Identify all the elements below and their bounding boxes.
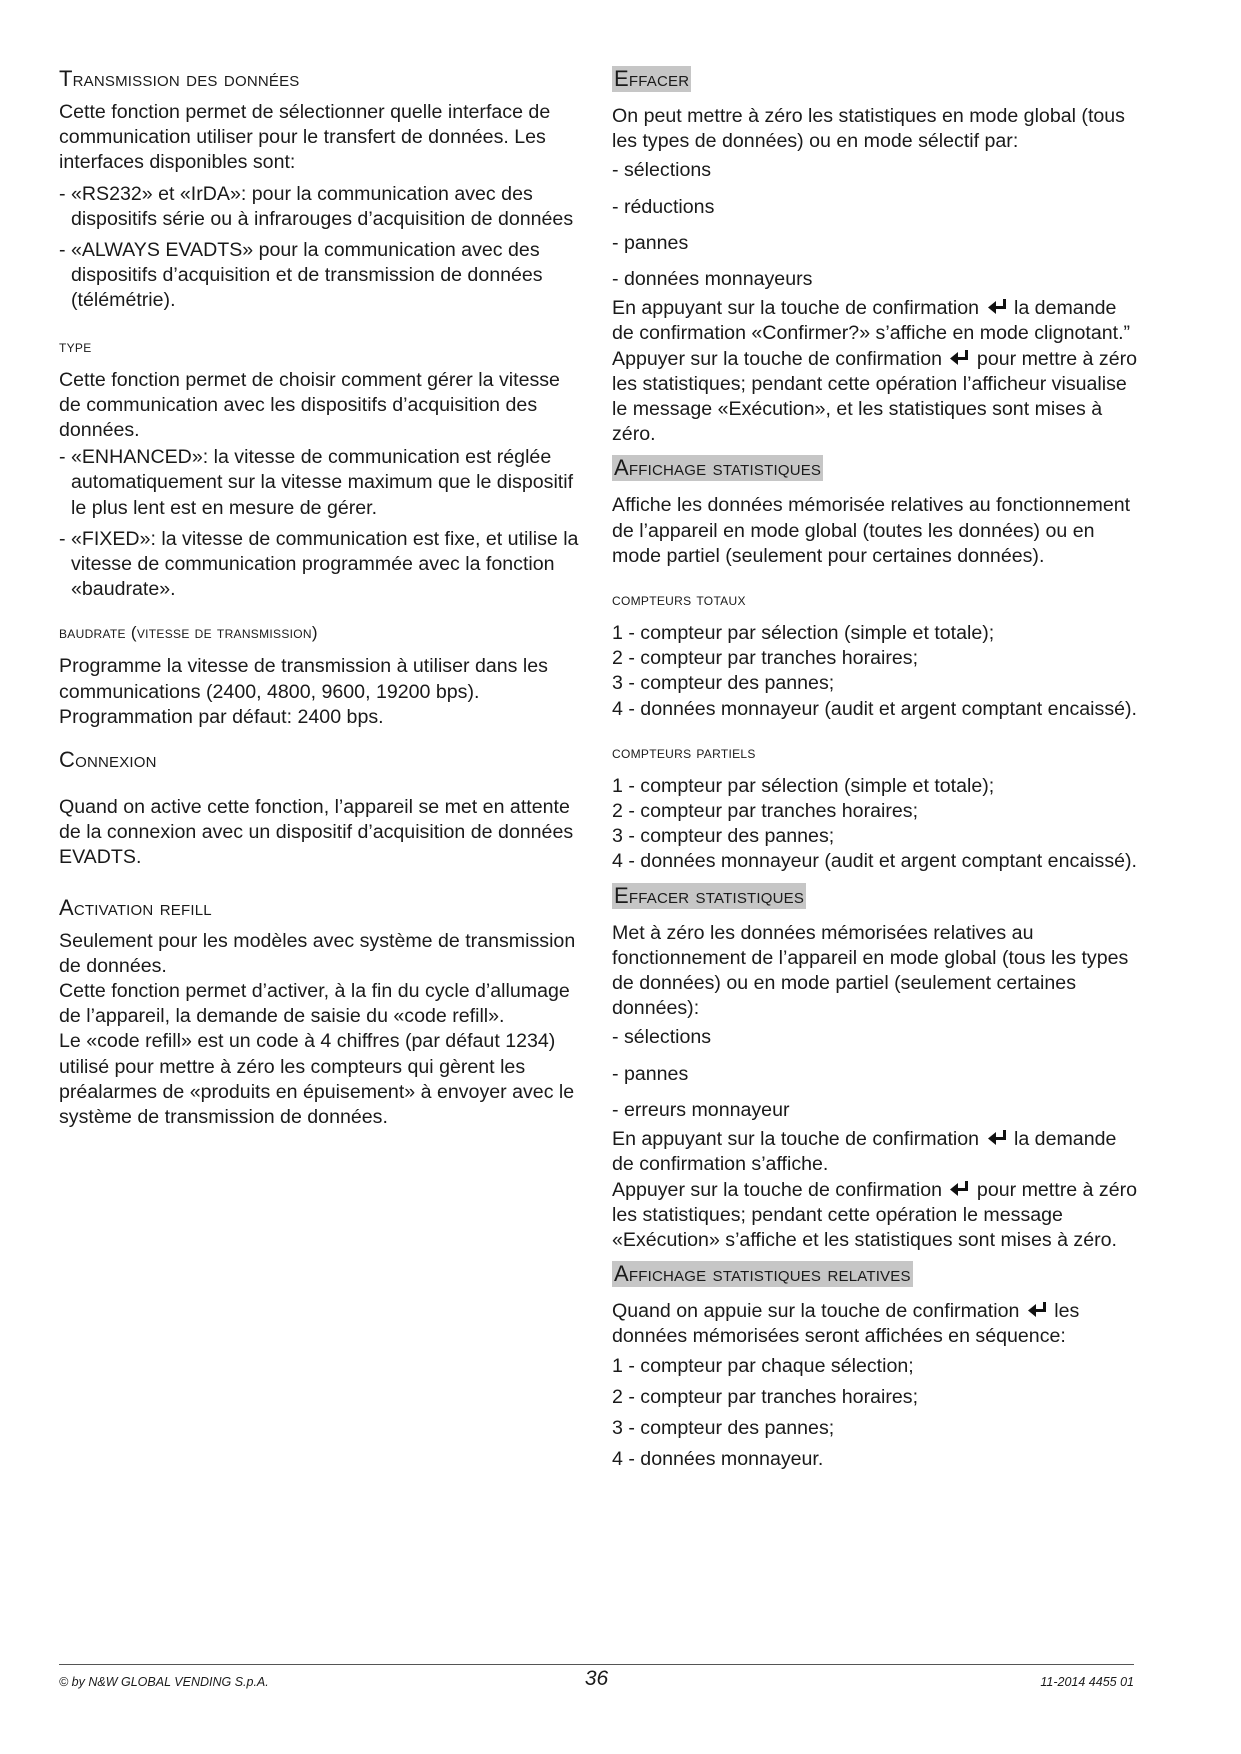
totaux-list-item: 4 - données monnayeur (audit et argent comptant encaissé). [612, 697, 1137, 720]
relatives-text-a: Quand on appuie sur la touche de confirmation [612, 1300, 1020, 1323]
relatives-list-item: 4 - données monnayeur. [612, 1448, 824, 1471]
effacer-stat-confirm-p2 [612, 1178, 1140, 1254]
type-intro: Cette fonction permet de choisir comment gérer la vitesse de communication avec les dispositifs d’acquisition des données. [59, 368, 560, 442]
effacer-confirm-p2-a: Appuyer sur la touche de confirmation [612, 347, 943, 370]
relatives-list-item: 1 - compteur par chaque sélection; [612, 1354, 914, 1377]
section-title-totaux: compteurs totaux [612, 590, 746, 610]
enter-key-icon [987, 1129, 1007, 1147]
refill-p3: Le «code refill» est un code à 4 chiffres (par défaut 1234) utilisé pour mettre à zéro les compteurs qui gèrent les préalarmes de «produits en épuisement» à envoyer avec le système de transmission de données. [59, 1030, 575, 1129]
affichage-text: Affiche les données mémorisée relatives au fonctionnement de l’appareil en mode global (toutes les données) ou en mode partiel (seulement pour certaines données). [612, 494, 1131, 567]
enter-key-icon [1027, 1301, 1047, 1319]
effacer-stat-list-item: - erreurs monnayeur [612, 1098, 790, 1121]
connexion-text: Quand on active cette fonction, l’appareil se met en attente de la connexion avec un dispositif d’acquisition de données EVADTS. [59, 796, 574, 869]
right-column [612, 66, 1140, 1472]
effacer-stat-confirm-p2-b: pour mettre à zéro les statistiques; pendant cette opération le message «Exécution» s’affiche et les statistiques sont mises à zéro. [612, 1178, 1138, 1251]
baudrate-default: Programmation par défaut: 2400 bps. [59, 705, 384, 728]
footer-doc-code: 11-2014 4455 01 [1040, 1675, 1134, 1689]
effacer-list-item: - données monnayeurs [612, 268, 813, 291]
effacer-stat-confirm-p2-a: Appuyer sur la touche de confirmation [612, 1178, 943, 1201]
partiels-list-item: 1 - compteur par sélection (simple et totale); [612, 774, 995, 797]
effacer-stat-intro: Met à zéro les données mémorisées relatives au fonctionnement de l’appareil en mode global (tous les types de données) ou en mode partiel (seulement certaines données): [612, 921, 1129, 1020]
footer-copyright: © by N&W GLOBAL VENDING S.p.A. [59, 1675, 269, 1689]
transmission-item-evadts: - «ALWAYS EVADTS» pour la communication avec des dispositifs d’acquisition et de transmission de données (télémétrie). [59, 239, 543, 312]
section-title-affichage-relatives: Affichage statistiques relatives [614, 1261, 911, 1287]
relatives-text [612, 1299, 1140, 1349]
type-item-enhanced: - «ENHANCED»: la vitesse de communication est réglée automatiquement sur la vitesse maximum que le dispositif le plus lent est en mesure de gérer. [59, 446, 574, 519]
section-title-effacer: Effacer [614, 66, 690, 91]
effacer-stat-list-item: - pannes [612, 1062, 689, 1085]
effacer-stat-confirm-p1 [612, 1127, 1140, 1177]
effacer-stat-confirm-p1-b: la demande de confirmation s’affiche. [612, 1128, 1117, 1176]
effacer-stat-confirm-p1-a: En appuyant sur la touche de confirmation [612, 1128, 980, 1151]
partiels-list-item: 2 - compteur par tranches horaires; [612, 800, 919, 823]
effacer-confirm-p1-a: En appuyant sur la touche de confirmation [612, 297, 980, 320]
enter-key-icon [987, 298, 1007, 316]
section-title-type: type [59, 336, 92, 356]
effacer-stat-list-item: - sélections [612, 1026, 712, 1049]
section-title-partiels: compteurs partiels [612, 742, 756, 762]
effacer-confirm-p2-b: pour mettre à zéro les statistiques; pendant cette opération l’afficheur visualise le message «Exécution», et les statistiques sont mises à zéro. [612, 347, 1138, 446]
section-title-effacer-statistiques: Effacer statistiques [614, 882, 805, 908]
section-title-connexion: Connexion [59, 747, 157, 773]
page-footer [59, 1664, 1134, 1695]
partiels-list-item: 4 - données monnayeur (audit et argent comptant encaissé). [612, 850, 1137, 873]
relatives-list-item: 2 - compteur par tranches horaires; [612, 1385, 919, 1408]
effacer-list-item: - sélections [612, 159, 712, 182]
transmission-intro: Cette fonction permet de sélectionner quelle interface de communication utiliser pour le transfert de données. Les interfaces disponibles sont: [59, 101, 551, 174]
page-number: 36 [584, 1667, 609, 1690]
type-item-fixed: - «FIXED»: la vitesse de communication est fixe, et utilise la vitesse de communication programmée avec la fonction «baudrate». [59, 527, 579, 601]
effacer-list-item: - réductions [612, 195, 715, 218]
totaux-list-item: 3 - compteur des pannes; [612, 672, 835, 695]
effacer-confirm-p2 [612, 347, 1140, 448]
enter-key-icon [949, 349, 969, 367]
totaux-list-item: 2 - compteur par tranches horaires; [612, 647, 919, 670]
enter-key-icon [949, 1180, 969, 1198]
refill-p1: Seulement pour les modèles avec système de transmission de données. [59, 929, 576, 977]
section-title-affichage: Affichage statistiques [614, 455, 822, 481]
refill-p2: Cette fonction permet d’activer, à la fin du cycle d’allumage de l’appareil, la demande de saisie du «code refill». [59, 980, 570, 1028]
transmission-item-rs232: - «RS232» et «IrDA»: pour la communication avec des dispositifs série ou à infrarouges d’acquisition de données [59, 182, 574, 230]
relatives-text-b: les données mémorisées seront affichées en séquence: [612, 1300, 1080, 1348]
totaux-list-item: 1 - compteur par sélection (simple et totale); [612, 622, 995, 645]
left-column [59, 66, 585, 1130]
relatives-list-item: 3 - compteur des pannes; [612, 1416, 835, 1439]
section-title-refill: Activation refill [59, 894, 212, 920]
effacer-confirm-p1 [612, 296, 1140, 346]
effacer-intro: On peut mettre à zéro les statistiques en mode global (tous les types de données) ou en mode sélectif par: [612, 105, 1125, 153]
baudrate-text: Programme la vitesse de transmission à utiliser dans les communications (2400, 4800, 9600, 19200 bps). [59, 655, 548, 703]
partiels-list-item: 3 - compteur des pannes; [612, 825, 835, 848]
section-title-transmission: Transmission des données [59, 66, 300, 91]
effacer-confirm-p1-b: la demande de confirmation «Confirmer?» s’affiche en mode clignotant.” [612, 297, 1131, 345]
section-title-baudrate: baudrate (vitesse de transmission) [59, 623, 318, 643]
effacer-list-item: - pannes [612, 231, 689, 254]
